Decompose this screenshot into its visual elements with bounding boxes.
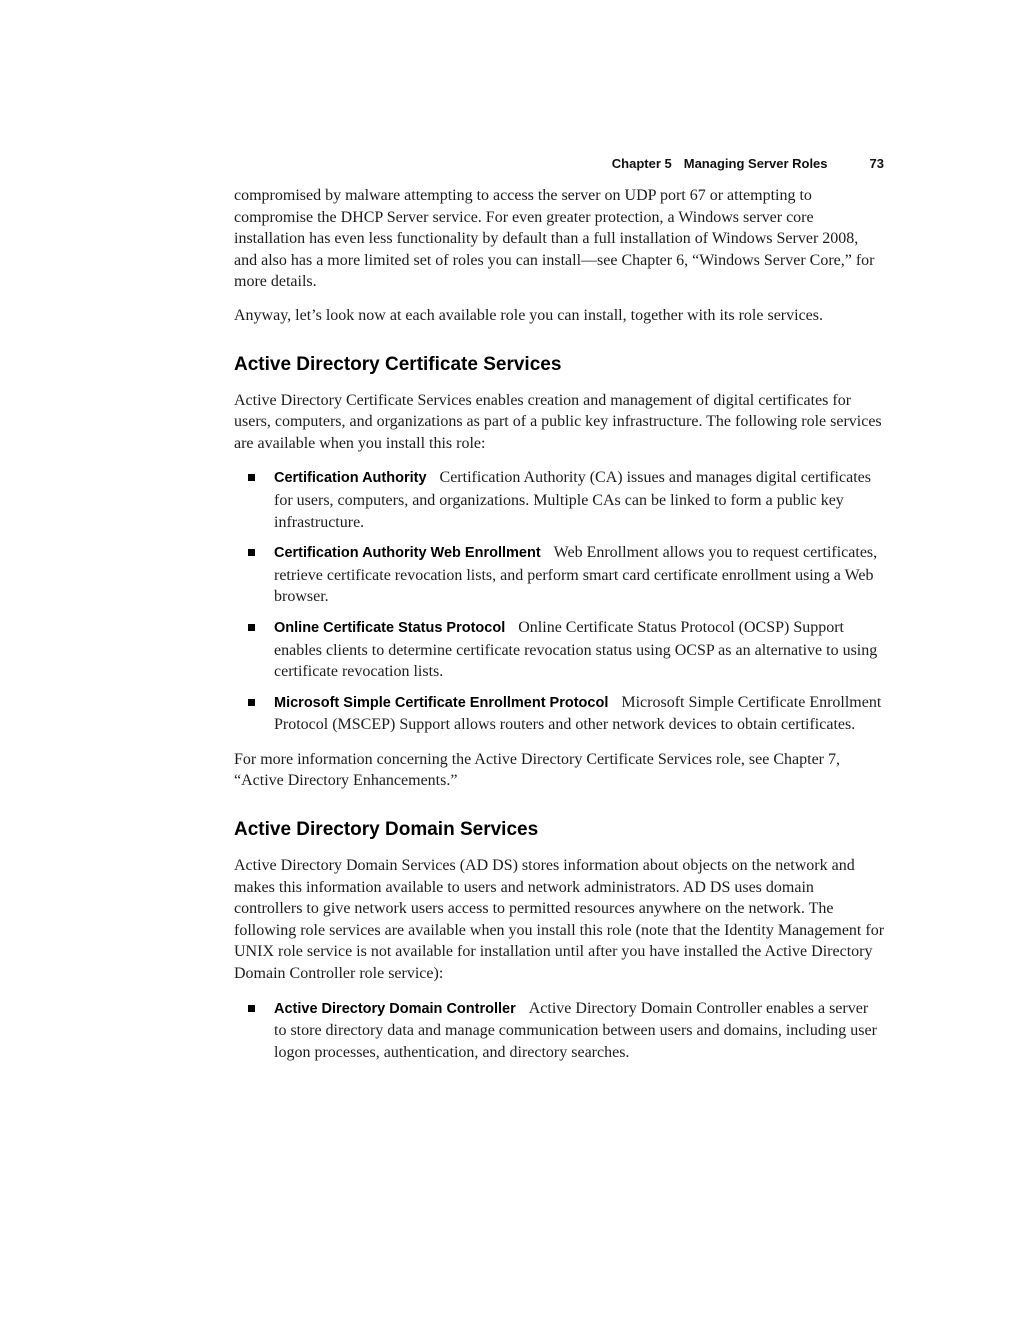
running-head-title: Managing Server Roles [683,156,828,171]
bullet-text: Microsoft Simple Certificate Enrollment Protocol (MSCEP) Support allows routers and other network devices to obtain certificates. [274,693,882,734]
bullet-term: Certification Authority Web Enrollment [274,545,541,562]
bullet-text: Certification Authority (CA) issues and manages digital certificates for users, computers, and organizations. Multiple CAs can be linked to form a public key infrastructure. [274,469,871,531]
page-number: 73 [869,156,884,171]
section-intro: Active Directory Certificate Services enables creation and management of digital certificates for users, computers, and organizations as part of a public key infrastructure. The following role services are available when you install this role: [234,391,882,452]
bullet-square-icon [248,1005,255,1012]
section-certificate-services [234,354,884,793]
bullet-square-icon [248,549,255,556]
section-heading: Active Directory Domain Services [234,819,539,841]
role-services-list [234,998,884,1064]
section-footer: For more information concerning the Active Directory Certificate Services role, see Chapter 7, “Active Directory Enhancements.” [234,750,841,790]
section-domain-services [234,819,884,1063]
bullet-item [234,692,884,736]
bullet-square-icon [248,624,255,631]
bullet-term: Online Certificate Status Protocol [274,619,506,636]
page-content [234,156,884,1063]
bullet-term: Certification Authority [274,470,427,487]
bullet-term: Microsoft Simple Certificate Enrollment Protocol [274,694,609,711]
running-head-chapter: Chapter 5 [611,156,672,171]
paragraph: Anyway, let’s look now at each available role you can install, together with its role services. [234,306,824,324]
bullet-term: Active Directory Domain Controller [274,1000,516,1017]
bullet-square-icon [248,474,255,481]
section-heading: Active Directory Certificate Services [234,353,562,375]
bullet-text: Online Certificate Status Protocol (OCSP) Support enables clients to determine certificate revocation status using OCSP as an alternative to using certificate revocation lists. [274,618,878,681]
bullet-item [234,542,884,608]
bullet-item [234,998,884,1064]
page-header [234,156,884,171]
section-intro: Active Directory Domain Services (AD DS) stores information about objects on the network and makes this information available to users and network administrators. AD DS uses domain controllers to give network users access to permitted resources anywhere on the network. The following role services are available when you install this role (note that the Identity Management for UNIX role service is not available for installation until after you have installed the Active Directory Domain Controller role service): [234,857,885,983]
bullet-text: Active Directory Domain Controller enables a server to store directory data and manage communication between users and domains, including user logon processes, authentication, and directory searches. [274,999,877,1061]
paragraph: compromised by malware attempting to access the server on UDP port 67 or attempting to compromise the DHCP Server service. For even greater protection, a Windows server core installation has even less functionality by default than a full installation of Windows Server 2008, and also has a more limited set of roles you can install—see Chapter 6, “Windows Server Core,” for more details. [234,187,875,291]
bullet-text: Web Enrollment allows you to request certificates, retrieve certificate revocation lists, and perform smart card certificate enrollment using a Web browser. [274,544,878,606]
role-services-list [234,467,884,736]
bullet-square-icon [248,699,255,706]
bullet-item [234,617,884,683]
bullet-item [234,467,884,533]
